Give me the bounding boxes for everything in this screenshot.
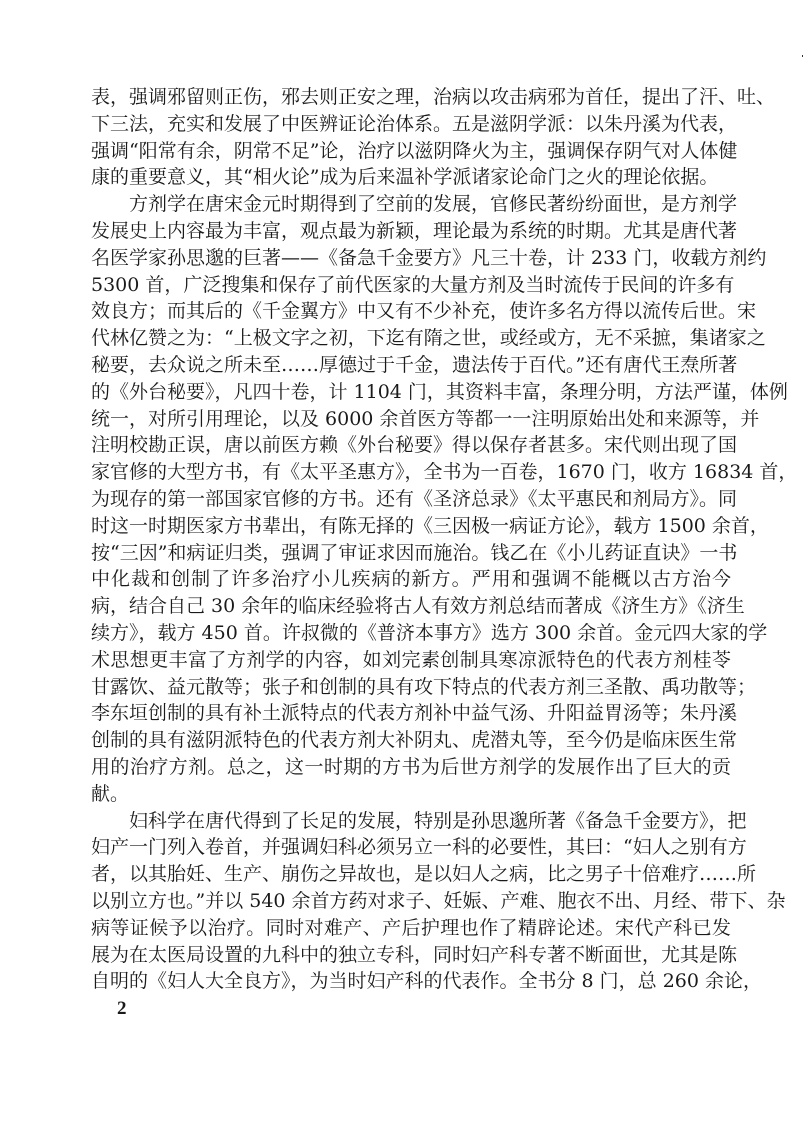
text-line: 时这一时期医家方书辈出，有陈无择的《三因极一病证方论》，载方 1500 余首， — [91, 514, 769, 537]
text-line: 秘要，去众说之所未至……厚德过于千金，遗法传于百代。”还有唐代王焘所著 — [91, 353, 738, 376]
text-line: 统一，对所引用理论，以及 6000 余首医方等都一一注明原始出处和来源等，并 — [91, 407, 760, 430]
text-line: 术思想更丰富了方剂学的内容，如刘完素创制具寒凉派特色的代表方剂桂苓 — [91, 648, 731, 671]
paragraph-first-line: 妇科学在唐代得到了长足的发展，特别是孙思邈所著《备急千金要方》，把 — [129, 809, 747, 832]
text-line: 李东垣创制的具有补土派特点的代表方剂补中益气汤、升阳益胃汤等；朱丹溪 — [91, 702, 738, 725]
text-line: 妇产一门列入卷首，并强调妇科必须另立一科的必要性，其曰：“妇人之别有方 — [91, 836, 747, 859]
text-line: 献。 — [91, 782, 130, 805]
text-line: 代林亿赞之为：“上极文字之初，下迄有隋之世，或经或方，无不采摭，集诸家之 — [91, 327, 766, 350]
text-line: 家官修的大型方书，有《太平圣惠方》，全书为一百卷，1670 门，收方 16834 首， — [91, 461, 798, 484]
text-line: 自明的《妇人大全良方》，为当时妇产科的代表作。全书分 8 门，总 260 余论， — [91, 970, 763, 993]
body-text — [91, 84, 798, 995]
text-line: 下三法，充实和发展了中医辨证论治体系。五是滋阴学派：以朱丹溪为代表， — [91, 112, 738, 135]
text-line: 5300 首，广泛搜集和保存了前代医家的大量方剂及当时流传于民间的许多有 — [91, 273, 735, 296]
text-line: 创制的具有滋阴派特色的代表方剂大补阴丸、虎潜丸等，至今仍是临床医生常 — [91, 729, 738, 752]
text-line: 以别立方也。”并以 540 余首方药对求子、妊娠、产难、胞衣不出、月经、带下、杂 — [91, 889, 786, 912]
text-line: 按“三因”和病证归类，强调了审证求因而施治。钱乙在《小儿药证直诀》一书 — [91, 541, 738, 564]
text-line: 名医学家孙思邈的巨著——《备急千金要方》凡三十卷，计 233 门，收载方剂约 — [91, 246, 767, 269]
text-line: 发展史上内容最为丰富，观点最为新颖，理论最为系统的时期。尤其是唐代著 — [91, 219, 738, 242]
text-line: 展为在太医局设置的九科中的独立专科，同时妇产科专著不断面世，尤其是陈 — [91, 943, 738, 966]
paragraph-first-line: 方剂学在唐宋金元时期得到了空前的发展，官修民著纷纷面世，是方剂学 — [129, 193, 738, 216]
text-line: 者，以其胎妊、生产、崩伤之异故也，是以妇人之病，比之男子十倍难疗……所 — [91, 863, 757, 886]
text-line: 表，强调邪留则正伤，邪去则正安之理，治病以攻击病邪为首任，提出了汗、吐、 — [91, 86, 776, 108]
text-line: 病等证候予以治疗。同时对难产、产后护理也作了精辟论述。宋代产科已发 — [91, 916, 731, 939]
text-line: 强调“阳常有余，阴常不足”论，治疗以滋阴降火为主，强调保存阴气对人体健 — [91, 139, 738, 162]
text-line: 病，结合自己 30 余年的临床经验将古人有效方剂总结而著成《济生方》《济生 — [91, 595, 745, 618]
text-line: 的《外台秘要》，凡四十卷，计 1104 门，其资料丰富，条理分明，方法严谨，体例 — [91, 380, 788, 403]
text-line: 为现存的第一部国家官修的方书。还有《圣济总录》《太平惠民和剂局方》。同 — [91, 487, 738, 510]
text-line: 效良方；而其后的《千金翼方》中又有不少补充，使许多名方得以流传后世。宋 — [91, 300, 757, 323]
text-line: 用的治疗方剂。总之，这一时期的方书为后世方剂学的发展作出了巨大的贡 — [91, 755, 731, 778]
text-line: 中化裁和创制了许多治疗小儿疾病的新方。严用和强调不能概以古方治今 — [91, 568, 731, 591]
text-line: 注明校勘正误，唐以前医方赖《外台秘要》得以保存者甚多。宋代则出现了国 — [91, 434, 738, 457]
text-line: 续方》，载方 450 首。许叔微的《普济本事方》选方 300 余首。金元四大家的学 — [91, 621, 768, 644]
text-line: 康的重要意义，其“相火论”成为后来温补学派诸家论命门之火的理论依据。 — [91, 166, 719, 189]
page-number: 2 — [117, 998, 127, 1019]
text-line: 甘露饮、益元散等；张子和创制的具有攻下特点的代表方剂三圣散、禹功散等； — [91, 675, 757, 698]
